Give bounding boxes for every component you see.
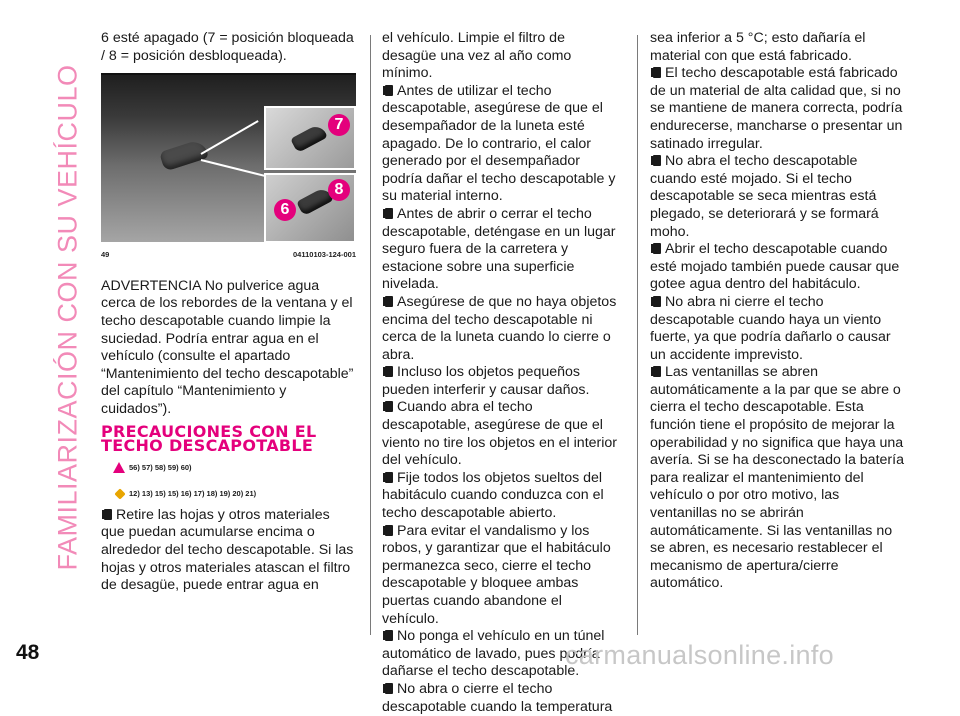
bullet-icon	[385, 296, 393, 307]
continued-paragraph: el vehículo. Limpie el filtro de desagüe una vez al año como mínimo.	[382, 30, 572, 82]
column-divider-2	[637, 35, 638, 635]
list-item: No ponga el vehículo en un túnel automático de lavado, pues podría dañarse el techo descapotable.	[382, 628, 605, 680]
bullet-icon	[653, 243, 661, 254]
inset-unlocked	[264, 173, 356, 243]
list-item: Antes de abrir o cerrar el techo descapotable, deténgase en un lugar seguro fuera de la carretera y estacione sobre una superficie nivelada.	[382, 205, 616, 293]
bullet-icon	[385, 208, 393, 219]
leader-line-lower	[201, 159, 266, 177]
figure-code: 04110103-124-001	[293, 250, 356, 260]
bullet-icon	[385, 472, 393, 483]
bullet-icon	[385, 525, 393, 536]
lever-locked-image	[290, 123, 328, 153]
list-item: Cuando abra el techo descapotable, asegúrese de que el viento no tire los objetos en el interior del vehículo.	[382, 399, 618, 469]
intro-paragraph: 6 esté apagado (7 = posición bloqueada / 8 = posición desbloqueada).	[101, 30, 354, 64]
figure-number: 49	[101, 250, 110, 260]
column-1	[101, 30, 356, 595]
watermark: carmanualsonline.info	[565, 640, 834, 670]
list-item: Antes de utilizar el techo descapotable, asegúrese de que el desempañador de la luneta esté apagado. De lo contrario, el calor generado por el desempañador podría dañar el techo descapotable y su material interno.	[382, 82, 616, 205]
bullet-icon	[104, 509, 112, 520]
list-item: No abra el techo descapotable cuando esté mojado. Si el techo descapotable se seca mientras está plegado, se deteriorará y se formará moho.	[650, 153, 879, 240]
callout-7: 7	[328, 114, 350, 136]
figure-roof-lock	[101, 73, 356, 242]
bullet-icon	[385, 630, 393, 641]
bullet-icon	[385, 366, 393, 377]
list-item: El techo descapotable está fabricado de un material de alta calidad que, si no se mantiene de manera correcta, podría endurecerse, mancharse o presentar un satinado irregular.	[650, 65, 903, 152]
list-item: Incluso los objetos pequeños pueden interferir y causar daños.	[382, 364, 590, 398]
list-item: No abra o cierre el techo descapotable cuando la temperatura	[382, 680, 613, 715]
bullet-icon	[653, 155, 661, 166]
bullet-icon	[385, 401, 393, 412]
page-number: 48	[16, 641, 40, 664]
continued-paragraph: sea inferior a 5 °C; esto dañaría el material con que está fabricado.	[650, 30, 866, 64]
chapter-side-title-text: FAMILIARIZACIÓN CON SU VEHÍCULO	[52, 63, 83, 571]
list-item: Las ventanillas se abren automáticamente a la par que se abre o cierra el techo descapotable. Esta función tiene el propósito de mejorar la operabilidad y no significa que haya una avería. Si se ha desconectado la batería para realizar el mantenimiento del vehículo o por otro motivo, las ventanillas no se abrirán automáticamente. Si las ventanillas no se abren, es necesario restablecer el mecanismo de apertura/cierre automático.	[650, 364, 904, 592]
note-diamond-icon	[114, 488, 125, 499]
list-item: Retire las hojas y otros materiales que puedan acumularse encima o alrededor del techo descapotable. Si las hojas y otros materiales atascan el filtro de desagüe, puede entrar agua en	[101, 506, 354, 594]
chapter-side-title	[48, 22, 88, 612]
section-heading: PRECAUCIONES CON EL TECHO DESCAPOTABLE	[101, 421, 317, 455]
bullet-icon	[653, 67, 661, 78]
column-divider-1	[370, 35, 371, 635]
advertencia-paragraph: ADVERTENCIA No pulverice agua cerca de los rebordes de la ventana y el techo descapotable cuando limpie la suciedad. Podría entrar agua en el vehículo (consulte el apartado “Mantenimiento del techo descapotable” del capítulo “Mantenimiento y cuidados”).	[101, 277, 354, 417]
warning-refs: 56) 57) 58) 59) 60)	[101, 459, 356, 477]
leader-line-upper	[201, 120, 259, 155]
warning-triangle-icon	[113, 462, 125, 473]
roof-lock-handle-image	[159, 139, 209, 172]
list-item: No abra ni cierre el techo descapotable cuando haya un viento fuerte, ya que podría dañarlo o causar un accidente imprevisto.	[650, 293, 891, 363]
inset-locked	[264, 106, 356, 170]
callout-6: 6	[274, 199, 296, 221]
list-item: Para evitar el vandalismo y los robos, y garantizar que el habitáculo permanezca seco, cierre el techo descapotable y bloquee ambas puertas cuando abandone el vehículo.	[382, 522, 611, 627]
callout-8: 8	[328, 179, 350, 201]
note-refs: 12) 13) 15) 15) 16) 17) 18) 19) 20) 21)	[101, 485, 356, 503]
column-2	[382, 30, 622, 716]
bullet-icon	[653, 296, 661, 307]
list-item: Abrir el techo descapotable cuando esté mojado también puede causar que gotee agua dentro del habitáculo.	[650, 241, 900, 293]
bullet-icon	[385, 683, 393, 694]
column-3	[650, 30, 905, 593]
figure-caption	[101, 246, 356, 264]
list-item: Asegúrese de que no haya objetos encima del techo descapotable ni cerca de la luneta cuando lo cierre o abra.	[382, 293, 617, 363]
bullet-icon	[385, 85, 393, 96]
bullet-icon	[653, 366, 661, 377]
list-item: Fije todos los objetos sueltos del habitáculo cuando conduzca con el techo descapotable abierto.	[382, 469, 604, 522]
